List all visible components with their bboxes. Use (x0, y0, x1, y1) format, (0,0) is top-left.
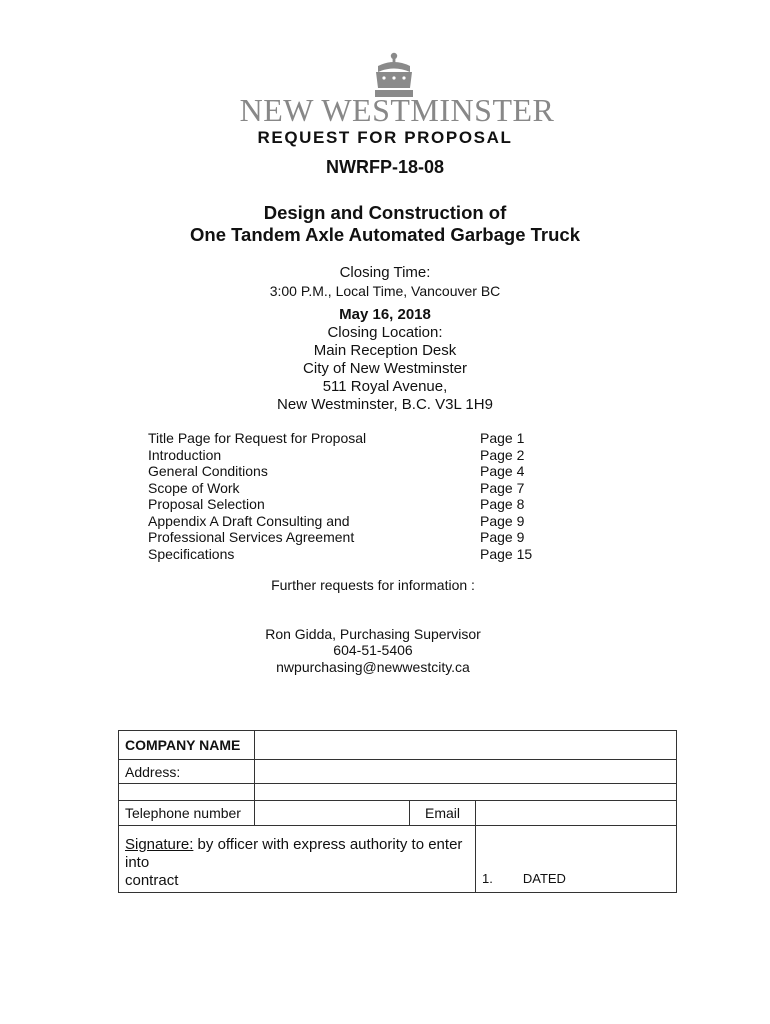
toc-item-title: General Conditions (148, 463, 268, 479)
contact-phone: 604-51-5406 (333, 642, 413, 658)
closing-location-label: Closing Location: (327, 324, 443, 341)
email-label: Email (410, 801, 476, 826)
toc-item-title: Specifications (148, 545, 235, 562)
toc-item-page: Page 4 (480, 463, 525, 479)
toc-item-page: Page 8 (480, 496, 525, 512)
address-label: Address: (119, 760, 255, 784)
contact-intro: Further requests for information : (271, 577, 475, 593)
contact-name: Ron Gidda, Purchasing Supervisor (265, 626, 481, 642)
toc-item-title: Appendix A Draft Consulting and (148, 512, 350, 529)
rfp-number: NWRFP-18-08 (325, 157, 445, 177)
telephone-field[interactable] (255, 801, 410, 826)
document-type-heading: REQUEST FOR PROPOSAL (257, 128, 513, 147)
closing-location-line: New Westminster, B.C. V3L 1H9 (277, 396, 493, 413)
toc-item-title: Professional Services Agreement (148, 529, 355, 545)
signature-cell[interactable] (119, 826, 476, 893)
dated-label: DATED (522, 871, 566, 886)
project-title-line-1: Design and Construction of (263, 202, 507, 223)
toc-item-page: Page 2 (480, 446, 525, 463)
telephone-label: Telephone number (119, 801, 255, 826)
closing-location-line: Main Reception Desk (313, 342, 457, 359)
toc-item-page: Page 9 (480, 512, 525, 529)
dated-number: 1. (482, 871, 493, 886)
toc-item-title: Scope of Work (148, 479, 240, 496)
table-of-contents (148, 430, 366, 562)
signature-text-2: contract (125, 872, 179, 889)
dated-cell[interactable] (476, 826, 677, 893)
toc-item-title: Title Page for Request for Proposal (148, 430, 367, 446)
address-field-line-2[interactable] (255, 784, 677, 801)
closing-date: May 16, 2018 (339, 306, 431, 323)
table-of-contents-pages (480, 430, 532, 562)
organization-logo-text: NEW WESTMINSTER (239, 92, 555, 128)
closing-time-label: Closing Time: (339, 264, 431, 281)
toc-item-page: Page 7 (480, 479, 525, 496)
toc-item-page: Page 15 (480, 545, 533, 562)
closing-location-line: City of New Westminster (303, 360, 467, 377)
address-field-line-1[interactable] (255, 760, 677, 784)
address-field-spacer (119, 784, 255, 801)
toc-item-title: Introduction (148, 446, 222, 463)
toc-item-page: Page 1 (480, 430, 525, 446)
company-name-label: COMPANY NAME (119, 731, 255, 760)
closing-time-value: 3:00 P.M., Local Time, Vancouver BC (269, 283, 501, 299)
contact-email: nwpurchasing@newwestcity.ca (276, 659, 470, 675)
signature-label: Signature: (125, 836, 194, 853)
toc-item-page: Page 9 (480, 529, 525, 545)
closing-location-line: 511 Royal Avenue, (322, 378, 448, 395)
email-field[interactable] (476, 801, 677, 826)
company-name-field[interactable] (255, 731, 677, 760)
company-info-table (118, 730, 677, 893)
signature-text: by officer with express authority to enter into (125, 836, 463, 871)
toc-item-title: Proposal Selection (148, 496, 265, 512)
project-title-line-2: One Tandem Axle Automated Garbage Truck (190, 224, 580, 245)
